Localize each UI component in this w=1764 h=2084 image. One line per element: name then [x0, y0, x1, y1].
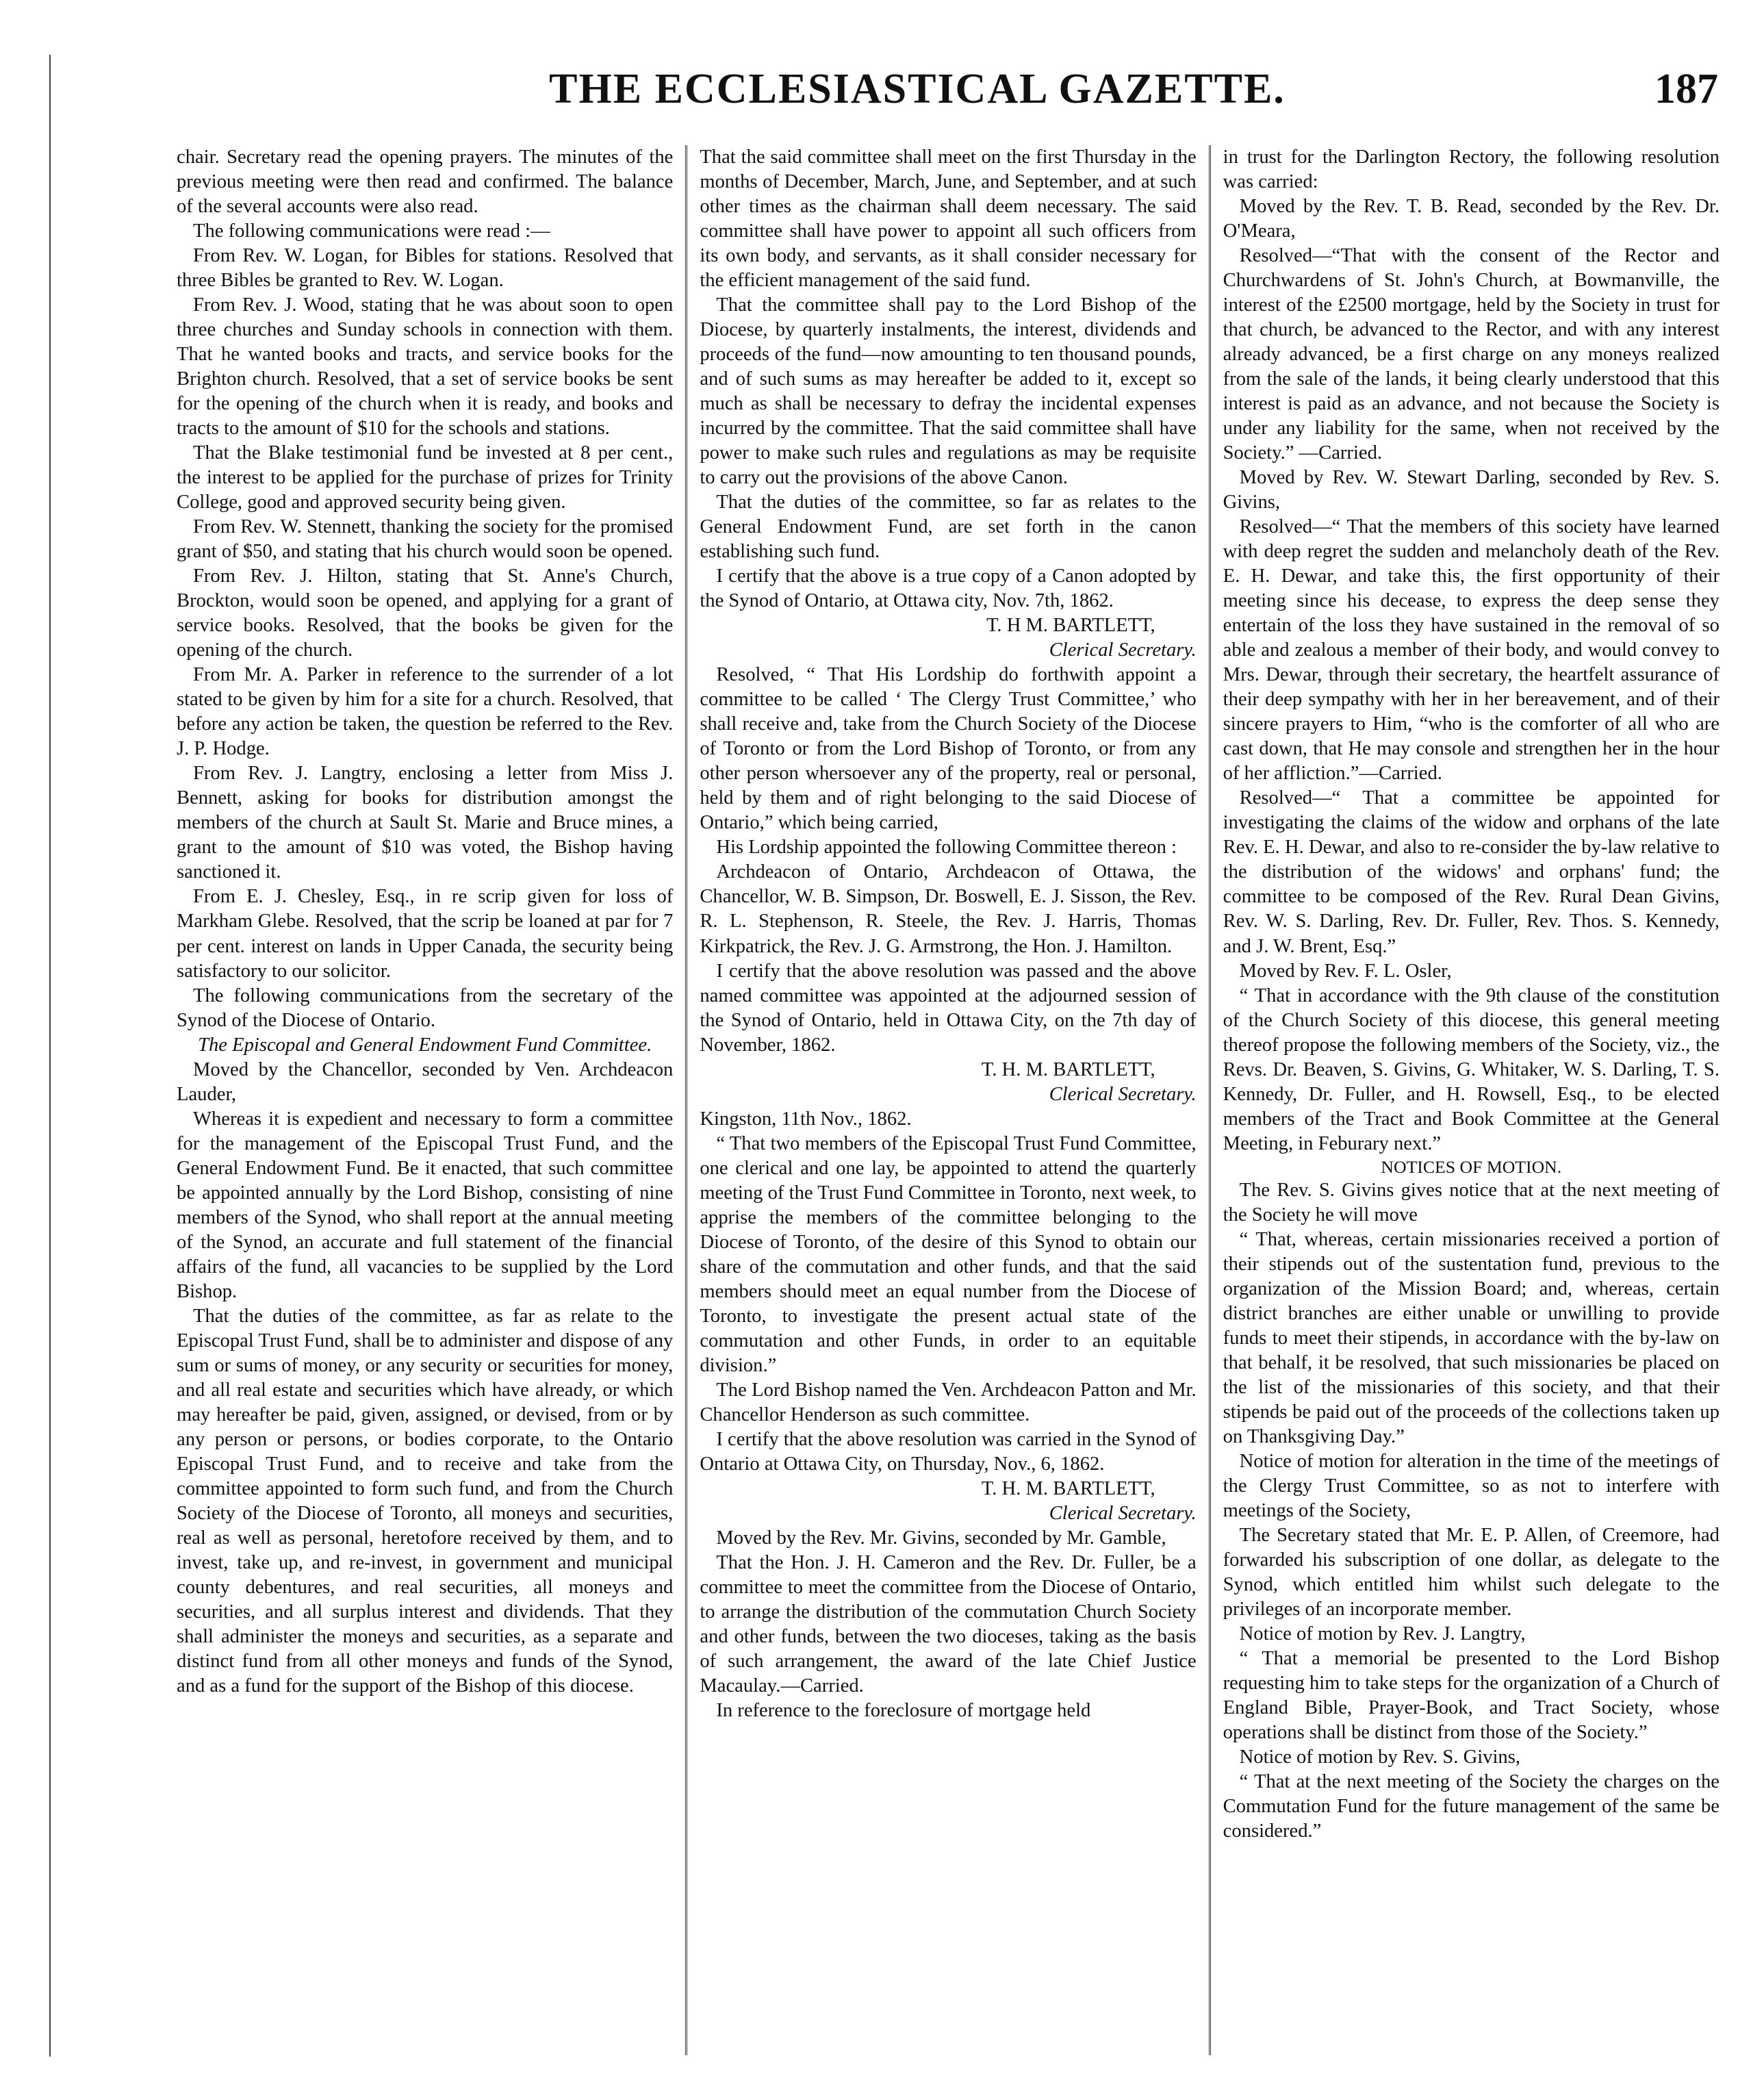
paragraph: The Rev. S. Givins gives notice that at the next meeting of the Society he will move — [1223, 1180, 1720, 1226]
paragraph: in trust for the Darlington Rectory, the following resolution was carried: — [1223, 147, 1720, 193]
paragraph: Resolved—“ That a committee be appointed for investigating the claims of the widow and orphans of the late Rev. E. H. Dewar, and also to re-consider the by-law relative to the distribution of the widows' and orphans' fund; the committee to be composed of the Rev. Rural Dean Givins, Rev. W. S. Darling, Rev. Dr. Fuller, Rev. Thos. S. Kennedy, and J. W. Brent, Esq.” — [1223, 787, 1720, 957]
paragraph: Moved by Rev. F. L. Osler, — [1239, 960, 1452, 982]
column-1 — [164, 145, 685, 2055]
margin-rule — [49, 55, 51, 2057]
paragraph: “ That in accordance with the 9th clause of the constitution of the Church Society of this diocese, this general meeting thereof propose the following members of the Society, viz., the Revs. Dr. Beaven, S. Givins, G. Whitaker, W. S. Darling, T. S. Kennedy, Dr. Fuller, and H. Rowsell, Esq., to be elected members of the Tract and Book Committee at the General Meeting, in Feburary next.” — [1223, 984, 1720, 1154]
paragraph: The following communications from the secretary of the Synod of the Diocese of Ontario. — [177, 984, 674, 1031]
signature-name: T. H. M. BARTLETT, — [981, 1477, 1155, 1499]
paragraph: From Rev. J. Hilton, stating that St. Anne's Church, Brockton, would soon be opened, and applying for a grant of service books. Resolved, that the books be given for the opening of the church. — [177, 566, 674, 661]
page-header — [103, 65, 1732, 127]
paragraph: “ That at the next meeting of the Society the charges on the Commutation Fund for the future management of the same be considered.” — [1223, 1771, 1720, 1842]
paragraph: The Lord Bishop named the Ven. Archdeacon Patton and Mr. Chancellor Henderson as such committee. — [700, 1379, 1197, 1425]
paragraph: “ That, whereas, certain missionaries received a portion of their stipends out of the sustentation fund, previous to the organization of the Mission Board; and, whereas, certain district branches are either unable or unwilling to provide funds to meet their stipends, in accordance with the by-law on that behalf, it be resolved, that such missionaries be placed on the list of the missionaries of this society, and that their stipends be paid out of the proceeds of the collections taken up on Thanksgiving Day.” — [1223, 1229, 1720, 1448]
paragraph: The Secretary stated that Mr. E. P. Allen, of Creemore, had forwarded his subscription of one dollar, as delegate to the Synod, which entitled him whilst such delegate to the privileges of an incorporate member. — [1223, 1525, 1720, 1621]
paragraph: Archdeacon of Ontario, Archdeacon of Ottawa, the Chancellor, W. B. Simpson, Dr. Boswell, E. J. Sisson, the Rev. R. L. Stephenson, R. Steele, the Rev. J. Harris, Thomas Kirkpatrick, the Rev. J. G. Armstrong, the Hon. J. Hamilton. — [700, 861, 1197, 957]
section-heading: The Episcopal and General Endowment Fund Committee. — [198, 1034, 652, 1056]
section-heading: NOTICES OF MOTION. — [1381, 1156, 1562, 1177]
paragraph: From Mr. A. Parker in reference to the surrender of a lot stated to be given by him for a site for a church. Resolved, that before any action be taken, the question be referred to the Rev. J. P. Hodge. — [177, 664, 674, 760]
page-number: 187 — [1654, 66, 1718, 112]
page-title: THE ECCLESIASTICAL GAZETTE. — [549, 66, 1286, 112]
paragraph: Resolved, “ That His Lordship do forthwith appoint a committee to be called ‘ The Clergy Trust Committee,’ who shall receive and, take from the Church Society of the Diocese of Toronto or from the Lord Bishop of Toronto, or from any other person whersoever any of the property, real or personal, held by them and of right belonging to the said Diocese of Ontario,” which being carried, — [700, 664, 1197, 834]
column-3 — [1209, 145, 1732, 2055]
paragraph: I certify that the above resolution was passed and the above named committee was appointed at the adjourned session of the Synod of Ontario, held in Ottawa City, on the 7th day of November, 1862. — [700, 960, 1197, 1056]
column-2 — [685, 145, 1208, 2055]
signature-name: T. H M. BARTLETT, — [986, 615, 1155, 637]
paragraph: His Lordship appointed the following Committee thereon : — [716, 837, 1177, 859]
paragraph: That the Hon. J. H. Cameron and the Rev. Dr. Fuller, be a committee to meet the committee from the Diocese of Ontario, to arrange the distribution of the commutation Church Society and other funds, between the two dioceses, taking as the basis of such arrangement, the award of the late Chief Justice Macaulay.—Carried. — [700, 1551, 1197, 1697]
paragraph: Resolved—“ That the members of this society have learned with deep regret the sudden and melancholy death of the Rev. E. H. Dewar, and take this, the first opportunity of their meeting since his decease, to express the deep sense they entertain of the loss they have sustained in the removal of so able and zealous a member of their body, and would convey to Mrs. Dewar, through their secretary, the heartfelt assurance of their deep sympathy with her in her bereavement, and of their sincere prayers to Him, “who is the comforter of all who are cast down, that He may console and strengthen her in the hour of her affliction.”—Carried. — [1223, 516, 1720, 785]
text-columns — [164, 145, 1732, 2055]
signature-role: Clerical Secretary. — [1049, 639, 1197, 661]
paragraph: Notice of motion by Rev. S. Givins, — [1239, 1746, 1521, 1768]
signature-role: Clerical Secretary. — [1049, 1083, 1197, 1105]
dateline: Kingston, 11th Nov., 1862. — [700, 1108, 912, 1130]
paragraph: Moved by the Chancellor, seconded by Ven. Archdeacon Lauder, — [177, 1058, 674, 1105]
paragraph: Moved by the Rev. Mr. Givins, seconded by Mr. Gamble, — [716, 1527, 1166, 1549]
paragraph: chair. Secretary read the opening prayers. The minutes of the previous meeting were then read and confirmed. The balance of the several accounts were also read. — [177, 147, 674, 218]
paragraph: I certify that the above resolution was carried in the Synod of Ontario at Ottawa City, on Thursday, Nov., 6, 1862. — [700, 1428, 1197, 1475]
signature-name: T. H. M. BARTLETT, — [981, 1058, 1155, 1080]
paragraph: From E. J. Chesley, Esq., in re scrip given for loss of Markham Glebe. Resolved, that the scrip be loaned at par for 7 per cent. interest on lands in Upper Canada, the security being satisfactory to our solicitor. — [177, 886, 674, 982]
paragraph: Resolved—“That with the consent of the Rector and Churchwardens of St. John's Church, at Bowmanville, the interest of the £2500 mortgage, held by the Society in trust for that church, be advanced to the Rector, and with any interest already advanced, be a first charge on any moneys realized from the sale of the lands, it being clearly understood that this interest is paid as an advance, and not because the Society is under any liability for the same, when not received by the Society.” —Carried. — [1223, 245, 1720, 464]
paragraph: I certify that the above is a true copy of a Canon adopted by the Synod of Ontario, at Ottawa city, Nov. 7th, 1862. — [700, 566, 1197, 612]
paragraph: From Rev. W. Stennett, thanking the society for the promised grant of $50, and stating that his church would soon be opened. — [177, 516, 674, 563]
paragraph: “ That two members of the Episcopal Trust Fund Committee, one clerical and one lay, be appointed to attend the quarterly meeting of the Trust Fund Committee in Toronto, next week, to apprise the members of the committee belonging to the Diocese of Toronto, of the desire of this Synod to obtain our share of the commutation and other funds, and that the said members should meet an equal number from the Diocese of Toronto, to investigate the present actual state of the commutation and other Funds, in order to an equitable division.” — [700, 1132, 1197, 1376]
paragraph: That the duties of the committee, as far as relate to the Episcopal Trust Fund, shall be to administer and dispose of any sum or sums of money, or any security or securities for money, and all real estate and securities which have already, or which may hereafter be paid, given, assigned, or devised, from or by any person or persons, or bodies corporate, to the Ontario Episcopal Trust Fund, and to receive and take from the committee appointed to form such fund, and from the Church Society of the Diocese of Toronto, all moneys and securities, real as well as personal, heretofore received by them, and to invest, take up, and re-invest, in government and municipal county debentures, and real securities, all moneys and securities, and all surplus interest and dividends. That they shall administer the moneys and securities, as a separate and distinct fund from all other moneys and funds of the Synod, and as a fund for the support of the Bishop of this diocese. — [177, 1305, 674, 1697]
paragraph: Notice of motion by Rev. J. Langtry, — [1239, 1623, 1526, 1645]
paragraph: From Rev. J. Wood, stating that he was about soon to open three churches and Sunday schools in connection with them. That he wanted books and tracts, and service books for the Brighton church. Resolved, that a set of service books be sent for the opening of the church when it is ready, and books and tracts to the amount of $10 for the schools and stations. — [177, 294, 674, 440]
signature-role: Clerical Secretary. — [1049, 1502, 1197, 1524]
paragraph: Whereas it is expedient and necessary to form a committee for the management of the Episcopal Trust Fund, and the General Endowment Fund. Be it enacted, that such committee be appointed annually by the Lord Bishop, consisting of nine members of the Synod, who shall report at the annual meeting of the Synod, an accurate and full statement of the financial affairs of the fund, all vacancies to be supplied by the Lord Bishop. — [177, 1108, 674, 1302]
paragraph: Notice of motion for alteration in the time of the meetings of the Clergy Trust Committee, so as not to interfere with meetings of the Society, — [1223, 1451, 1720, 1522]
paragraph: From Rev. W. Logan, for Bibles for stations. Resolved that three Bibles be granted to Rev. W. Logan. — [177, 245, 674, 292]
paragraph: That the Blake testimonial fund be invested at 8 per cent., the interest to be applied for the purchase of prizes for Trinity College, good and approved security being given. — [177, 442, 674, 513]
paragraph: The following communications were read :— — [193, 220, 550, 242]
paragraph: Moved by the Rev. T. B. Read, seconded by the Rev. Dr. O'Meara, — [1223, 196, 1720, 242]
paragraph: That the said committee shall meet on the first Thursday in the months of December, March, June, and September, and at such other times as the chairman shall deem necessary. The said committee shall have power to appoint all such officers from its own body, and servants, as it shall consider necessary for the efficient management of the said fund. — [700, 147, 1197, 292]
paragraph: From Rev. J. Langtry, enclosing a letter from Miss J. Bennett, asking for books for distribution amongst the members of the church at Sault St. Marie and Bruce mines, a grant to the amount of $10 was voted, the Bishop having sanctioned it. — [177, 763, 674, 883]
paragraph: That the duties of the committee, so far as relates to the General Endowment Fund, are set forth in the canon establishing such fund. — [700, 492, 1197, 563]
paragraph: “ That a memorial be presented to the Lord Bishop requesting him to take steps for the organization of a Church of England Bible, Prayer-Book, and Tract Society, whose operations shall be distinct from those of the Society.” — [1223, 1648, 1720, 1744]
paragraph: That the committee shall pay to the Lord Bishop of the Diocese, by quarterly instalments, the interest, dividends and proceeds of the fund—now amounting to ten thousand pounds, and of such sums as may hereafter be added to it, except so much as shall be necessary to defray the incidental expenses incurred by the committee. That the said committee shall have power to make such rules and regulations as may be requisite to carry out the provisions of the above Canon. — [700, 294, 1197, 489]
paragraph: Moved by Rev. W. Stewart Darling, seconded by Rev. S. Givins, — [1223, 467, 1720, 513]
paragraph: In reference to the foreclosure of mortgage held — [716, 1699, 1091, 1721]
